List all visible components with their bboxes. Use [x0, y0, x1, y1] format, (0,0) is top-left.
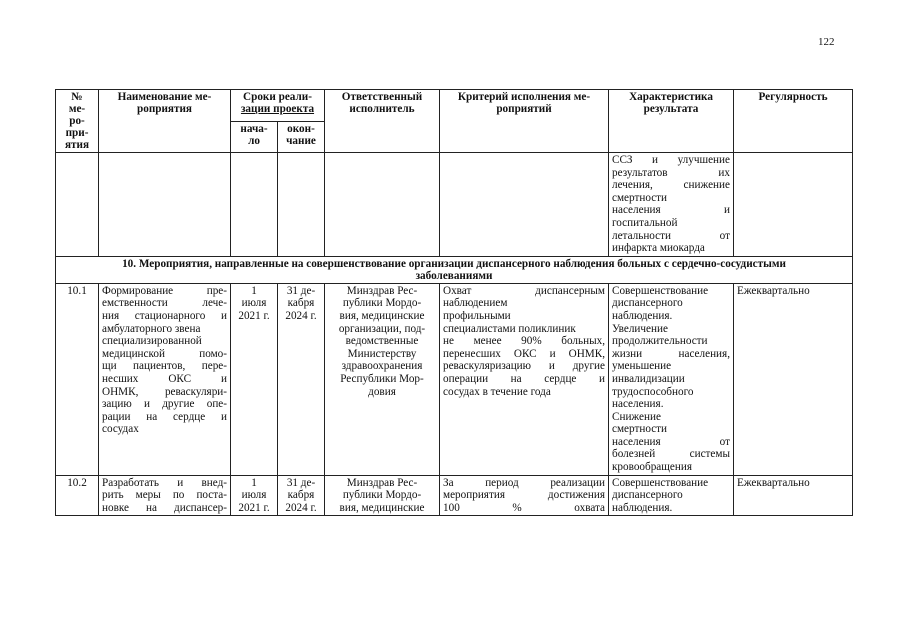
header-text: Критерий исполнения ме-	[457, 91, 591, 103]
header-text: нача-	[240, 122, 268, 135]
text-line: медицинской помо-	[102, 347, 227, 360]
header-criterion	[440, 90, 609, 153]
row-start	[231, 283, 278, 475]
table-row	[56, 283, 853, 475]
text-line: Охват диспансерным	[443, 284, 605, 297]
text-line: публики Мордо-	[342, 297, 422, 310]
row-end	[278, 283, 325, 475]
row-name	[99, 283, 231, 475]
header-text: ро-	[69, 115, 85, 127]
text-line: довия	[368, 385, 396, 398]
text-line: инфаркта миокарда	[612, 242, 705, 255]
text-line: вия, медицинские	[339, 309, 425, 322]
text-line: наблюдением	[443, 297, 508, 310]
text-line: 100 % охвата	[443, 501, 605, 514]
text-line: Снижение	[612, 410, 661, 423]
header-executor	[325, 90, 440, 153]
text-line: вия, медицинские	[339, 501, 425, 514]
measures-table	[55, 89, 853, 516]
text-line: сосудах	[102, 423, 139, 436]
text-line: мероприятия достижения	[443, 489, 605, 502]
text-line: рации на сердце и	[102, 410, 227, 423]
cell-empty	[56, 153, 99, 257]
text-line: населения.	[612, 398, 664, 411]
text-line: несших ОКС и	[102, 372, 227, 385]
text-line: июля	[241, 489, 267, 502]
continuation-result	[609, 153, 734, 257]
cell-empty	[231, 153, 278, 257]
header-text: результата	[643, 103, 699, 115]
text-line: 1	[251, 476, 257, 489]
header-text: Наименование ме-	[117, 91, 212, 103]
text-line: инвалидизации	[612, 372, 685, 385]
header-text: ятия	[64, 139, 90, 151]
cell-empty	[734, 153, 853, 257]
text-line: кабря	[287, 297, 315, 310]
text-line: летальности от	[612, 229, 730, 242]
header-terms	[231, 90, 325, 122]
text-line: лечения, снижение	[612, 179, 730, 192]
text-line: здравоохранения	[341, 360, 423, 373]
text-line: наблюдения.	[612, 501, 673, 514]
text-line: Министерству	[347, 347, 417, 360]
header-text: №	[71, 91, 83, 103]
text-line: населения и	[612, 204, 730, 217]
header-text: Сроки реали-	[243, 91, 312, 103]
header-text: роприятий	[496, 103, 552, 115]
text-line: специализированной	[102, 335, 202, 348]
text-line: новке на диспансер-	[102, 501, 227, 514]
continuation-row	[56, 153, 853, 257]
header-text: зации проекта	[240, 103, 315, 115]
header-text: ло	[248, 134, 260, 147]
text-line: зацию и другие опе-	[102, 398, 227, 411]
text-line: специалистами поликлиник	[443, 322, 576, 335]
row-result	[609, 475, 734, 516]
text-line: Минздрав Рес-	[346, 476, 418, 489]
text-line: публики Мордо-	[342, 489, 422, 502]
row-end	[278, 475, 325, 516]
text-line: 2021 г.	[238, 309, 270, 322]
text-line: результатов их	[612, 166, 730, 179]
text-line: смертности	[612, 191, 668, 204]
text-line: Совершенствование	[612, 284, 709, 297]
text-line: рить меры по поста-	[102, 489, 227, 502]
text-line: кабря	[287, 489, 315, 502]
text-line: операции на сердце и	[443, 372, 605, 385]
text-line: ния стационарного и	[102, 309, 227, 322]
page-number: 122	[818, 36, 835, 48]
cell-empty	[278, 153, 325, 257]
row-criterion	[440, 475, 609, 516]
header-text: при-	[65, 127, 89, 139]
text-line: уменьшение	[612, 360, 672, 373]
text-line: Увеличение	[612, 322, 668, 335]
text-line: 2024 г.	[285, 309, 317, 322]
text-line: Совершенствование	[612, 476, 709, 489]
text-line: 31 де-	[286, 284, 316, 297]
text-line: июля	[241, 297, 267, 310]
section-title-line: 10. Мероприятия, направленные на совершенствование организации диспансерного наблюдения больных с сердечно-сосудистыми	[122, 257, 786, 270]
header-text: окон-	[287, 122, 315, 135]
header-text: Регулярность	[758, 91, 828, 103]
text-line: реваскуляризацию и другие	[443, 360, 605, 373]
header-result	[609, 90, 734, 153]
row-executor	[325, 283, 440, 475]
text-line: перенесших ОКС и ОНМК,	[443, 347, 605, 360]
text-line: амбулаторного звена	[102, 322, 201, 335]
header-num	[56, 90, 99, 153]
text-line: емственности лече-	[102, 297, 227, 310]
header-text: роприятия	[137, 103, 192, 115]
text-line: жизни населения,	[612, 347, 730, 360]
text-line: диспансерного	[612, 297, 683, 310]
text-line: трудоспособного	[612, 385, 694, 398]
text-line: За период реализации	[443, 476, 605, 489]
text-line: диспансерного	[612, 489, 683, 502]
text-line: сосудах в течение года	[443, 385, 551, 398]
text-line: ведомственные	[345, 335, 419, 348]
text-line: наблюдения.	[612, 309, 673, 322]
text-line: профильными	[443, 309, 511, 322]
text-line: госпитальной	[612, 216, 678, 229]
section-row	[56, 256, 853, 283]
text-line: 2024 г.	[285, 501, 317, 514]
cell-empty	[99, 153, 231, 257]
text-line: не менее 90% больных,	[443, 335, 605, 348]
row-regularity: Ежеквартально	[734, 475, 853, 516]
text-line: болезней системы	[612, 448, 730, 461]
text-line: ОНМК, реваскуляри-	[102, 385, 227, 398]
row-regularity: Ежеквартально	[734, 283, 853, 475]
text-line: организации, под-	[338, 322, 426, 335]
cell-empty	[325, 153, 440, 257]
text-line: щи пациентов, пере-	[102, 360, 227, 373]
header-row	[56, 90, 853, 122]
section-title-line: заболеваниями	[415, 269, 493, 282]
text-line: кровообращения	[612, 461, 692, 474]
text-line: населения от	[612, 435, 730, 448]
table-row	[56, 475, 853, 516]
text-line: Республики Мор-	[340, 372, 424, 385]
row-result	[609, 283, 734, 475]
header-text: исполнитель	[349, 103, 415, 115]
header-end	[278, 121, 325, 153]
row-num: 10.2	[56, 475, 99, 516]
header-start	[231, 121, 278, 153]
text-line: Разработать и внед-	[102, 476, 227, 489]
row-start	[231, 475, 278, 516]
text-line: смертности	[612, 423, 668, 436]
text-line: Минздрав Рес-	[346, 284, 418, 297]
header-text: Характеристика	[629, 91, 713, 103]
row-executor	[325, 475, 440, 516]
header-text: Ответственный	[341, 91, 423, 103]
text-line: Формирование пре-	[102, 284, 227, 297]
header-name	[99, 90, 231, 153]
header-text: чание	[286, 134, 316, 147]
header-text: ме-	[68, 103, 86, 115]
text-line: ССЗ и улучшение	[612, 154, 730, 166]
text-line: 2021 г.	[238, 501, 270, 514]
section-title	[56, 256, 853, 283]
row-name	[99, 475, 231, 516]
text-line: 31 де-	[286, 476, 316, 489]
row-criterion	[440, 283, 609, 475]
header-regularity	[734, 90, 853, 153]
row-num: 10.1	[56, 283, 99, 475]
text-line: 1	[251, 284, 257, 297]
text-line: продолжительности	[612, 335, 708, 348]
cell-empty	[440, 153, 609, 257]
